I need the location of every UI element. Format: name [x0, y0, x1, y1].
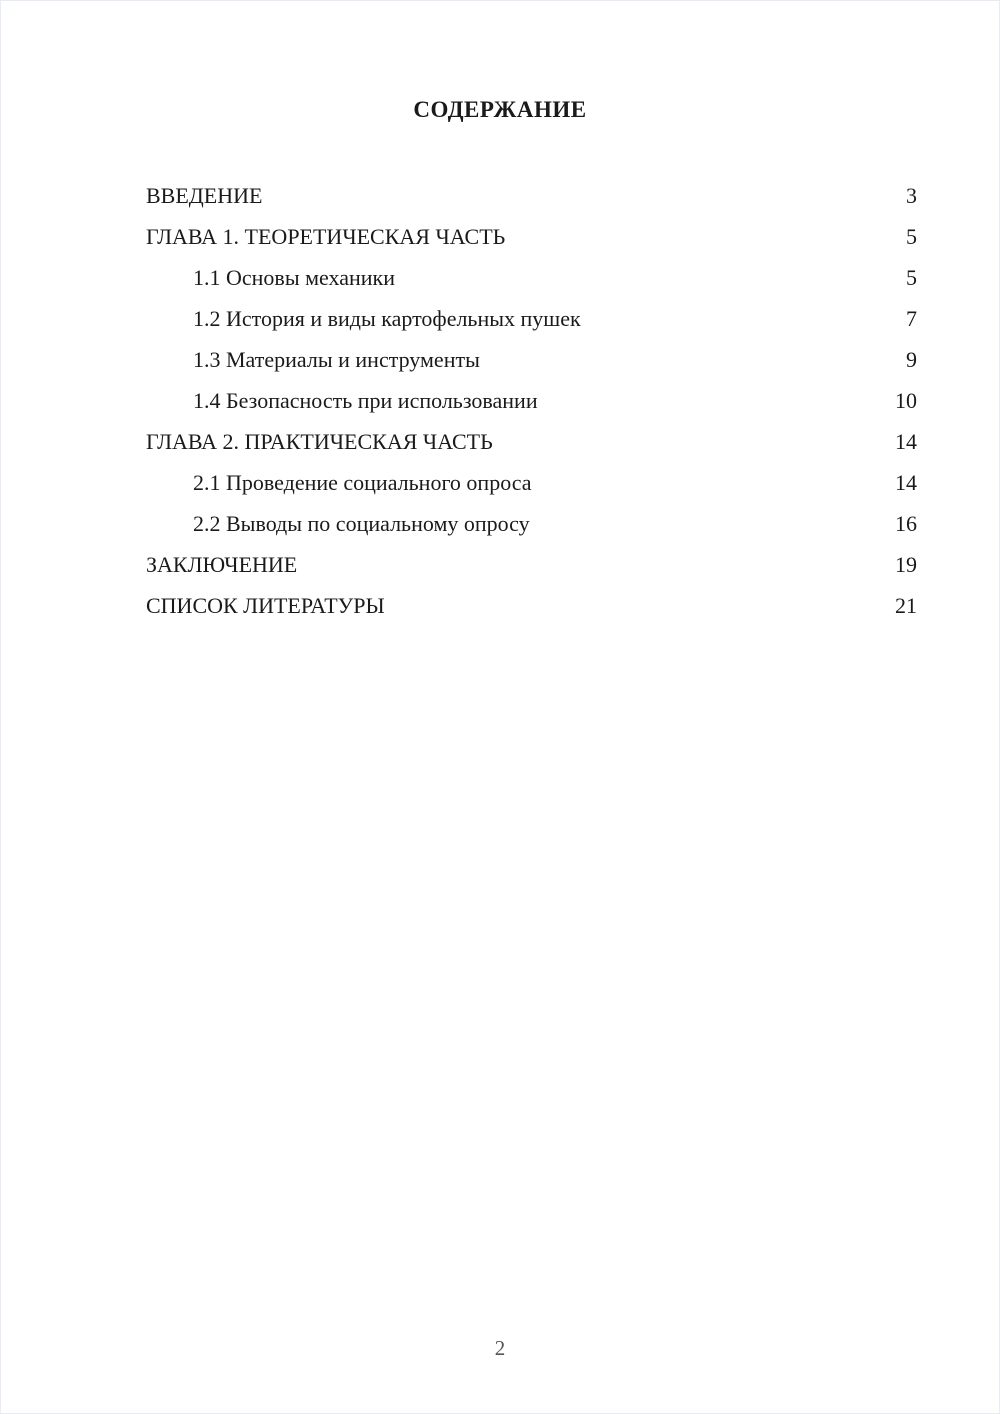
toc-entry-page: 9 [906, 347, 917, 372]
toc-entry-label: СПИСОК ЛИТЕРАТУРЫ [146, 593, 385, 618]
toc-entry [146, 380, 917, 421]
toc-entry-page: 3 [906, 183, 917, 208]
toc-entry-label: ЗАКЛЮЧЕНИЕ [146, 552, 298, 577]
toc-entry-label: ВВЕДЕНИЕ [146, 183, 263, 208]
toc-entry-page: 10 [895, 388, 917, 413]
page-title: СОДЕРЖАНИЕ [413, 97, 587, 122]
toc-entry [146, 339, 917, 380]
toc-entry-page: 7 [906, 306, 917, 331]
toc-entry [146, 298, 917, 339]
toc-entry [146, 503, 917, 544]
footer-page-number: 2 [494, 1336, 506, 1360]
toc-entry-label: 1.4 Безопасность при использовании [193, 388, 538, 413]
toc-entry-label: ГЛАВА 2. ПРАКТИЧЕСКАЯ ЧАСТЬ [146, 429, 493, 454]
toc-entry [146, 421, 917, 462]
toc-entry-page: 14 [895, 429, 917, 454]
toc-entry-label: 1.1 Основы механики [193, 265, 395, 290]
toc-entry-page: 5 [906, 265, 917, 290]
toc-entry [146, 175, 917, 216]
toc-entry-label: 2.2 Выводы по социальному опросу [193, 511, 530, 536]
toc-entry-page: 21 [895, 593, 917, 618]
toc-entry-label: 1.3 Материалы и инструменты [193, 347, 480, 372]
toc-entry-page: 14 [895, 470, 917, 495]
toc-entry [146, 544, 917, 585]
toc-entry-label: ГЛАВА 1. ТЕОРЕТИЧЕСКАЯ ЧАСТЬ [146, 224, 506, 249]
toc-entry-label: 1.2 История и виды картофельных пушек [193, 306, 581, 331]
toc-entry-page: 16 [895, 511, 917, 536]
toc-entry-page: 5 [906, 224, 917, 249]
toc-entry [146, 462, 917, 503]
table-of-contents [146, 175, 917, 626]
toc-entry [146, 257, 917, 298]
toc-entry [146, 585, 917, 626]
toc-entry [146, 216, 917, 257]
toc-entry-page: 19 [895, 552, 917, 577]
toc-entry-label: 2.1 Проведение социального опроса [193, 470, 532, 495]
